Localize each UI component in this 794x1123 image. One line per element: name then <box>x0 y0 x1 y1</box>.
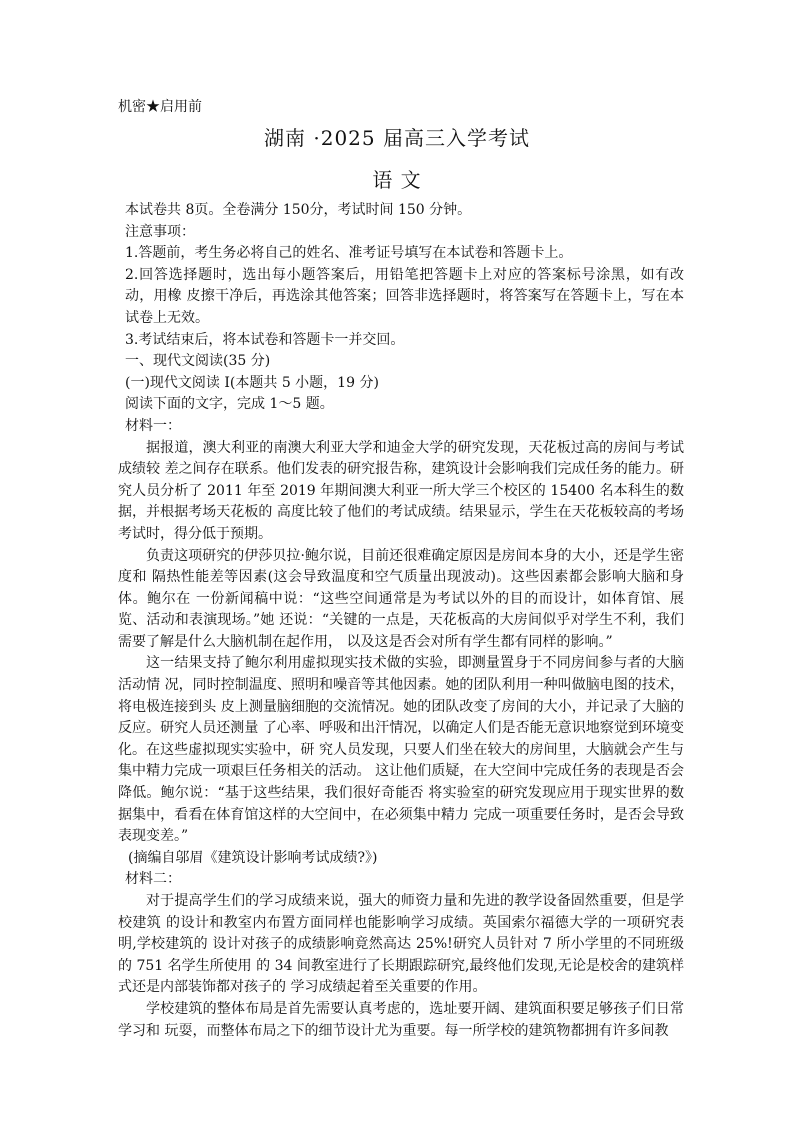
notes-heading: 注意事项： <box>125 223 195 240</box>
paper-intro: 本试卷共 8页。全卷满分 150分，考试时间 150 分钟。 <box>125 202 472 218</box>
material-two-paragraph: 学校建筑的整体布局是首先需要认真考虑的，选址要开阔、建筑面积要足够孩子们日常学习和 玩耍，而整体布局之下的细节设计尤为重要。每一所学校的建筑物都拥有许多间教 <box>118 1000 684 1039</box>
reading-instruction: 阅读下面的文字，完成 1～5 题。 <box>125 396 334 413</box>
subject-title: 语 文 <box>372 168 422 192</box>
exam-content <box>118 200 684 1042</box>
material-two-label: 材料二： <box>125 871 181 888</box>
material-one-paragraph: 这一结果支持了鲍尔利用虚拟现实技术做的实验，即测量置身于不同房间参与者的大脑活动情 况，同时控制温度、照明和噪音等其他因素。她的团队利用一种叫做脑电图的技术，将电极连接到头 皮上测量脑细胞的交流情况。她的团队改变了房间的大小，并记录了大脑的反应。研究人员还测量 了心率、呼吸和出汗情况，以确定人们是否能无意识地察觉到环境变化。在这些虚拟现实实验中，研 究人员发现，只要人们坐在较大的房间里，大脑就会产生与集中精力完成一项艰巨任务相关的活动。 这让他们质疑，在大空间中完成任务的表现是否会降低。鲍尔说：“基于这些结果，我们很好奇能否 将实验室的研究发现应用于现实世界的数据集中，看看在体育馆这样的大空间中，在必须集中精力 完成一项重要任务时，是否会导致表现变差。” <box>118 655 684 845</box>
material-one-source: (摘编自邬眉《建筑设计影响考试成绩?》) <box>128 849 378 866</box>
section-heading: 一、现代文阅读(35 分) <box>125 353 271 370</box>
exam-title: 湖南 ·2025 届高三入学考试 <box>264 126 530 150</box>
material-one-label: 材料一： <box>125 417 181 434</box>
material-one-paragraph: 负责这项研究的伊莎贝拉·鲍尔说，目前还很难确定原因是房间本身的大小，还是学生密度和 隔热性能差等因素(这会导致温度和空气质量出现波动)。这些因素都会影响大脑和身体。鲍尔在 一份新闻稿中说：“这些空间通常是为考试以外的目的而设计，如体育馆、展览、活动和表演现场。”她 还说：“关键的一点是，天花板高的大房间似乎对学生不利，我们需要了解是什么大脑机制在起作用， 以及这是否会对所有学生都有同样的影响。” <box>118 547 684 650</box>
note-item-2: 2.回答选择题时，选出每小题答案后，用铅笔把答题卡上对应的答案标号涂黑，如有改动，用橡 皮擦干净后，再选涂其他答案；回答非选择题时，将答案写在答题卡上，写在本试卷上无效。 <box>125 266 684 326</box>
note-item-1: 1.答题前，考生务必将自己的姓名、准考证号填写在本试卷和答题卡上。 <box>125 245 573 262</box>
note-item-3: 3.考试结束后，将本试卷和答题卡一并交回。 <box>125 331 405 348</box>
subsection-heading: (一)现代文阅读 I(本题共 5 小题，19 分) <box>125 374 379 391</box>
confidential-label: 机密★启用前 <box>118 99 202 115</box>
material-one-paragraph: 据报道，澳大利亚的南澳大利亚大学和迪金大学的研究发现，天花板过高的房间与考试成绩较 差之间存在联系。他们发表的研究报告称，建筑设计会影响我们完成任务的能力。研究人员分析了 2011 年至 2019 年期间澳大利亚一所大学三个校区的 15400 名本科生的数据，并根据考场天花板的 高度比较了他们的考试成绩。结果显示，学生在天花板较高的考场考试时，得分低于预期。 <box>118 439 684 542</box>
material-two-paragraph: 对于提高学生们的学习成绩来说，强大的师资力量和先进的教学设备固然重要，但是学校建筑 的设计和教室内布置方面同样也能影响学习成绩。英国索尔福德大学的一项研究表明,学校建筑的 设计对孩子的成绩影响竟然高达 25%!研究人员针对 7 所小学里的不同班级的 751 名学生所使用 的 34 间教室进行了长期跟踪研究,最终他们发现,无论是校舍的建筑样式还是内部装饰都对孩子的 学习成绩起着至关重要的作用。 <box>118 893 684 996</box>
